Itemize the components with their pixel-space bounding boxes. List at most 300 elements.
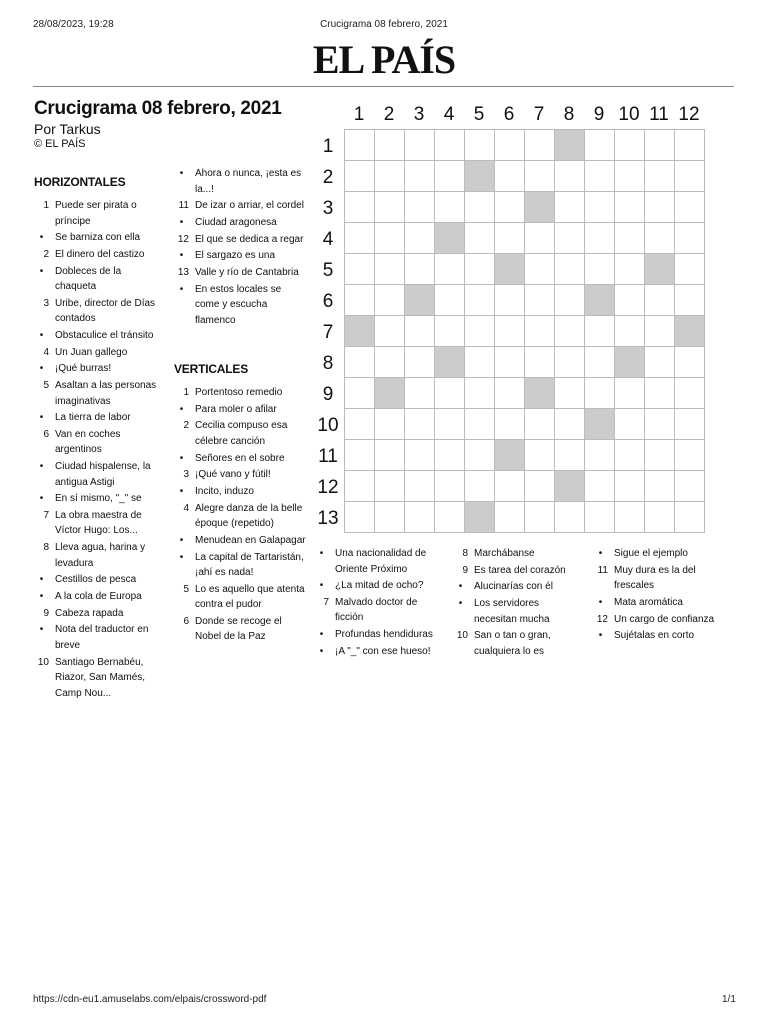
across-clue <box>34 361 162 377</box>
grid-cell <box>375 471 405 502</box>
grid-cell <box>405 502 435 533</box>
grid-column-number: 4 <box>443 104 455 125</box>
grid-row-number: 5 <box>322 260 334 281</box>
clue-text: Sujétalas en corto <box>614 630 695 642</box>
clue-bullet <box>34 589 55 605</box>
clue-text: Los servidores necesitan mucha <box>474 598 550 625</box>
down-clue <box>174 484 306 500</box>
clue-bullet <box>34 572 55 588</box>
grid-cell <box>405 223 435 254</box>
grid-column-number: 1 <box>353 104 365 125</box>
grid-cell <box>525 409 555 440</box>
grid-cell <box>585 130 615 161</box>
grid-row-number: 11 <box>318 446 338 467</box>
grid-cell <box>405 316 435 347</box>
black-cell <box>495 440 525 471</box>
across-clue <box>34 540 162 571</box>
grid-cell <box>525 223 555 254</box>
clue-number: 7 <box>323 596 329 608</box>
down-clue <box>314 644 442 660</box>
clue-text: Se barniza con ella <box>55 232 141 244</box>
grid-cell <box>645 347 675 378</box>
across-clue <box>174 166 306 197</box>
clue-bullet <box>174 451 195 467</box>
page-number: 1/1 <box>722 994 736 1005</box>
grid-cell <box>615 223 645 254</box>
grid-cell <box>555 409 585 440</box>
grid-cell <box>645 161 675 192</box>
black-cell <box>435 223 465 254</box>
clue-text: Puede ser pirata o príncipe <box>55 200 137 227</box>
clue-text: De izar o arriar, el cordel <box>195 200 304 212</box>
grid-cell <box>645 409 675 440</box>
grid-cell <box>465 285 495 316</box>
puzzle-byline: Por Tarkus <box>34 121 101 137</box>
clue-number: 8 <box>43 542 49 554</box>
clue-number: 6 <box>43 428 49 440</box>
grid-row-number: 13 <box>317 508 339 529</box>
clue-number: 2 <box>183 420 189 432</box>
clue-bullet <box>174 533 195 549</box>
down-clue <box>453 563 581 579</box>
clue-text: Muy dura es la del frescales <box>614 564 696 592</box>
grid-row <box>345 347 705 378</box>
clue-text: En estos locales se come y escucha flamenco <box>195 283 282 326</box>
clue-text: Sigue el ejemplo <box>614 548 688 559</box>
grid-cell <box>645 192 675 223</box>
down-clue <box>314 546 442 577</box>
grid-cell <box>585 316 615 347</box>
clue-bullet <box>34 361 55 377</box>
grid-cell <box>345 409 375 440</box>
black-cell <box>345 316 375 347</box>
black-cell <box>675 316 705 347</box>
across-clue <box>34 264 162 295</box>
clue-bullet <box>174 484 195 500</box>
clue-number: 9 <box>462 564 468 576</box>
across-clue <box>34 328 162 344</box>
grid-cell <box>615 471 645 502</box>
grid-cell <box>345 440 375 471</box>
grid-cell <box>495 130 525 161</box>
grid-cell <box>465 192 495 223</box>
grid-cell <box>555 347 585 378</box>
grid-cell <box>615 440 645 471</box>
black-cell <box>525 192 555 223</box>
grid-cell <box>525 285 555 316</box>
grid-cell <box>375 285 405 316</box>
grid-cell <box>345 161 375 192</box>
clue-text: ¡A "_" con ese hueso! <box>335 645 431 657</box>
grid-cell <box>525 347 555 378</box>
clue-number: 11 <box>597 564 608 576</box>
down-clue <box>174 467 306 483</box>
clue-bullet <box>34 264 55 295</box>
across-clue <box>34 230 162 246</box>
clue-number: 8 <box>462 548 468 559</box>
grid-cell <box>435 316 465 347</box>
grid-cell <box>375 409 405 440</box>
grid-cell <box>555 440 585 471</box>
grid-cell <box>465 409 495 440</box>
copyright: © EL PAÍS <box>34 138 86 150</box>
clue-number: 6 <box>183 615 189 627</box>
clue-number: 4 <box>183 502 189 514</box>
grid-row-number: 1 <box>322 136 334 157</box>
grid-cell <box>345 223 375 254</box>
clue-bullet <box>34 491 55 507</box>
grid-cell <box>375 223 405 254</box>
grid-cell <box>375 192 405 223</box>
clue-bullet <box>174 282 195 329</box>
grid-cell <box>495 316 525 347</box>
grid-cell <box>435 192 465 223</box>
clue-bullet <box>34 410 55 426</box>
grid-cell <box>645 378 675 409</box>
grid-column-numbers <box>344 104 704 126</box>
clue-number: 12 <box>596 613 608 625</box>
black-cell <box>585 285 615 316</box>
clue-text: ¿La mitad de ocho? <box>335 580 424 592</box>
grid-row-number: 9 <box>322 384 334 405</box>
clue-text: El dinero del castizo <box>55 248 145 260</box>
grid-cell <box>405 471 435 502</box>
clue-bullet <box>34 230 55 246</box>
down-clue <box>174 402 306 418</box>
clue-number: 3 <box>43 297 49 309</box>
grid-cell <box>555 316 585 347</box>
across-clue <box>34 296 162 327</box>
grid-row <box>345 254 705 285</box>
down-clue-list-d <box>593 546 728 645</box>
clue-text: Santiago Bernabéu, Riazor, San Mamés, Camp Nou... <box>55 656 146 699</box>
grid-row-number: 4 <box>322 229 334 250</box>
clue-bullet <box>34 328 55 344</box>
across-clue-list <box>34 198 162 702</box>
grid-cell <box>405 440 435 471</box>
grid-row <box>345 161 705 192</box>
clue-text: Nota del traductor en breve <box>55 624 149 651</box>
clue-text: Alegre danza de la belle époque (repetido) <box>195 502 303 530</box>
grid-cell <box>345 285 375 316</box>
clue-text: ¡Qué vano y fútil! <box>195 469 271 481</box>
across-clue <box>34 378 162 409</box>
grid-cell <box>645 471 675 502</box>
clue-number: 10 <box>37 656 49 668</box>
across-clue <box>34 622 162 653</box>
grid-cell <box>645 502 675 533</box>
black-cell <box>495 254 525 285</box>
clue-bullet <box>314 546 335 577</box>
clue-text: Uribe, director de Días contados <box>55 297 156 325</box>
grid-cell <box>495 471 525 502</box>
clue-bullet <box>34 459 55 490</box>
grid-column-number: 10 <box>618 104 640 125</box>
grid-cell <box>525 161 555 192</box>
grid-cell <box>675 347 705 378</box>
clue-number: 3 <box>183 469 189 481</box>
clue-text: Mata aromática <box>614 596 683 608</box>
grid-cell <box>435 471 465 502</box>
grid-cell <box>375 161 405 192</box>
across-clue <box>34 491 162 507</box>
clue-number: 13 <box>177 266 189 278</box>
clue-text: Cabeza rapada <box>55 607 124 619</box>
grid-cell <box>435 130 465 161</box>
grid-row <box>345 409 705 440</box>
grid-cell <box>615 161 645 192</box>
clue-text: Profundas hendiduras <box>335 629 433 641</box>
clue-bullet <box>174 550 195 581</box>
across-clue <box>34 198 162 229</box>
grid-cell <box>555 192 585 223</box>
clue-text: Valle y río de Cantabria <box>195 266 299 278</box>
grid-cell <box>435 378 465 409</box>
grid-cell <box>525 440 555 471</box>
clue-text: A la cola de Europa <box>55 591 142 602</box>
black-cell <box>615 347 645 378</box>
grid-cell <box>495 378 525 409</box>
clue-text: Cecilia compuso esa célebre canción <box>195 420 288 447</box>
grid-cell <box>615 254 645 285</box>
grid-cell <box>645 223 675 254</box>
grid-cell <box>675 378 705 409</box>
clue-text: Obstaculice el tránsito <box>55 329 154 341</box>
grid-cell <box>375 440 405 471</box>
grid-cell <box>615 409 645 440</box>
grid-cell <box>615 502 645 533</box>
print-doc-title: Crucigrama 08 febrero, 2021 <box>320 19 448 30</box>
grid-cell <box>675 471 705 502</box>
grid-cell <box>345 347 375 378</box>
across-clue <box>174 282 306 329</box>
grid-cell <box>645 316 675 347</box>
clue-number: 10 <box>456 630 468 642</box>
clue-text: Un Juan gallego <box>55 346 128 358</box>
clue-text: Alucinarías con él <box>474 581 553 593</box>
grid-cell <box>525 471 555 502</box>
grid-cell <box>585 254 615 285</box>
header-divider <box>33 86 734 87</box>
grid-row <box>345 502 705 533</box>
el-pais-logo: EL PAÍS <box>312 37 456 82</box>
grid-cell <box>465 223 495 254</box>
down-clue <box>593 628 728 644</box>
grid-cell <box>375 254 405 285</box>
grid-row <box>345 192 705 223</box>
grid-cell <box>615 192 645 223</box>
clue-text: Ciudad hispalense, la antigua Astigi <box>55 461 151 488</box>
across-clue <box>34 247 162 263</box>
down-clue <box>593 546 728 562</box>
black-cell <box>585 409 615 440</box>
footer-url: https://cdn-eu1.amuselabs.com/elpais/crossword-pdf <box>33 994 267 1005</box>
grid-cell <box>585 378 615 409</box>
grid-cell <box>675 223 705 254</box>
clue-text: Es tarea del corazón <box>474 564 566 576</box>
across-clue <box>34 410 162 426</box>
grid-row <box>345 223 705 254</box>
grid-column-number: 6 <box>503 104 515 125</box>
grid-cell <box>345 192 375 223</box>
grid-cell <box>435 440 465 471</box>
grid-cell <box>585 502 615 533</box>
clue-text: ¡Qué burras! <box>55 363 112 375</box>
grid-cell <box>345 130 375 161</box>
clue-text: Marchábanse <box>474 548 535 559</box>
grid-cell <box>465 254 495 285</box>
black-cell <box>645 254 675 285</box>
clue-text: El sargazo es una <box>195 250 276 262</box>
grid-cell <box>525 130 555 161</box>
grid-cell <box>405 130 435 161</box>
grid-cell <box>555 502 585 533</box>
down-clue <box>593 612 728 628</box>
black-cell <box>465 502 495 533</box>
grid-cell <box>645 440 675 471</box>
grid-cell <box>675 161 705 192</box>
down-clue <box>174 582 306 613</box>
grid-cell <box>495 192 525 223</box>
grid-cell <box>375 130 405 161</box>
clue-number: 12 <box>177 233 189 245</box>
grid-row-number: 12 <box>317 477 339 498</box>
grid-cell <box>555 378 585 409</box>
grid-cell <box>375 502 405 533</box>
grid-cell <box>465 440 495 471</box>
grid-cell <box>585 223 615 254</box>
down-heading: VERTICALES <box>174 362 249 376</box>
grid-row-number: 3 <box>322 198 334 219</box>
clue-bullet <box>453 579 474 595</box>
down-clue <box>174 533 306 549</box>
grid-cell <box>465 378 495 409</box>
grid-column-number: 2 <box>383 104 395 125</box>
grid-cell <box>675 409 705 440</box>
grid-row <box>345 440 705 471</box>
grid-cell <box>435 285 465 316</box>
clue-text: Para moler o afilar <box>195 403 277 415</box>
grid-cell <box>465 471 495 502</box>
grid-cell <box>435 161 465 192</box>
clue-text: Portentoso remedio <box>195 387 283 398</box>
grid-cell <box>675 254 705 285</box>
grid-cell <box>615 130 645 161</box>
across-heading: HORIZONTALES <box>34 175 126 189</box>
clue-text: Asaltan a las personas imaginativas <box>55 380 157 407</box>
down-clue <box>453 546 581 562</box>
grid-cell <box>585 161 615 192</box>
grid-cell <box>555 223 585 254</box>
grid-cell <box>645 130 675 161</box>
grid-column-number: 8 <box>563 104 575 125</box>
clue-bullet <box>314 644 335 660</box>
grid-row <box>345 285 705 316</box>
clue-bullet <box>174 402 195 418</box>
down-clue <box>314 627 442 643</box>
grid-cell <box>435 502 465 533</box>
black-cell <box>435 347 465 378</box>
grid-cell <box>465 130 495 161</box>
clue-number: 2 <box>43 248 49 260</box>
clue-number: 11 <box>178 200 189 212</box>
across-clue <box>34 427 162 458</box>
grid-column-number: 5 <box>473 104 485 125</box>
grid-cell <box>675 130 705 161</box>
grid-row-number: 10 <box>317 415 339 436</box>
grid-cell <box>345 378 375 409</box>
across-clue <box>34 508 162 539</box>
grid-cell <box>525 502 555 533</box>
grid-cell <box>525 254 555 285</box>
clue-text: Menudean en Galapagar <box>195 534 306 546</box>
clue-text: Donde se recoge el Nobel de la Paz <box>195 615 282 643</box>
grid-column-number: 11 <box>649 104 669 125</box>
down-clue <box>593 563 728 594</box>
grid-cell <box>375 347 405 378</box>
clue-text: Una nacionalidad de Oriente Próximo <box>335 548 427 575</box>
clue-bullet <box>593 595 614 611</box>
grid-cell <box>585 347 615 378</box>
grid-row-number: 2 <box>322 167 334 188</box>
clue-number: 1 <box>43 200 49 211</box>
clue-text: En sí mismo, "_" se <box>55 493 142 505</box>
grid-cell <box>645 285 675 316</box>
grid-row-number: 8 <box>322 353 334 374</box>
clue-text: Señores en el sobre <box>195 452 285 464</box>
clue-text: Incito, induzo <box>195 485 254 497</box>
grid-row <box>345 316 705 347</box>
across-clue <box>34 572 162 588</box>
clue-text: Ahora o nunca, ¡esta es la...! <box>195 168 302 195</box>
grid-cell <box>465 347 495 378</box>
clue-number: 5 <box>43 380 49 391</box>
grid-cell <box>405 347 435 378</box>
grid-row-number: 7 <box>322 322 334 343</box>
down-clue <box>174 614 306 645</box>
black-cell <box>525 378 555 409</box>
grid-cell <box>495 161 525 192</box>
grid-cell <box>615 378 645 409</box>
grid-row <box>345 471 705 502</box>
grid-cell <box>495 347 525 378</box>
down-clue <box>174 385 306 401</box>
grid-cell <box>675 285 705 316</box>
down-clue <box>174 550 306 581</box>
grid-cell <box>495 285 525 316</box>
black-cell <box>465 161 495 192</box>
grid-cell <box>465 316 495 347</box>
down-clue-list-c <box>453 546 581 660</box>
clue-bullet <box>593 546 614 562</box>
grid-cell <box>675 192 705 223</box>
across-clue <box>34 655 162 702</box>
clue-bullet <box>34 622 55 653</box>
grid-cell <box>375 316 405 347</box>
grid-row-number: 6 <box>322 291 334 312</box>
puzzle-title: Crucigrama 08 febrero, 2021 <box>34 98 282 119</box>
grid-column-number: 7 <box>533 104 545 125</box>
grid-cell <box>555 285 585 316</box>
print-datetime: 28/08/2023, 19:28 <box>33 19 114 30</box>
grid-cell <box>585 471 615 502</box>
down-clue <box>593 595 728 611</box>
clue-text: San o tan o gran, cualquiera lo es <box>474 630 551 657</box>
clue-bullet <box>174 215 195 231</box>
grid-cell <box>345 502 375 533</box>
clue-text: La obra maestra de Víctor Hugo: Los... <box>55 509 142 537</box>
down-clue <box>174 418 306 449</box>
